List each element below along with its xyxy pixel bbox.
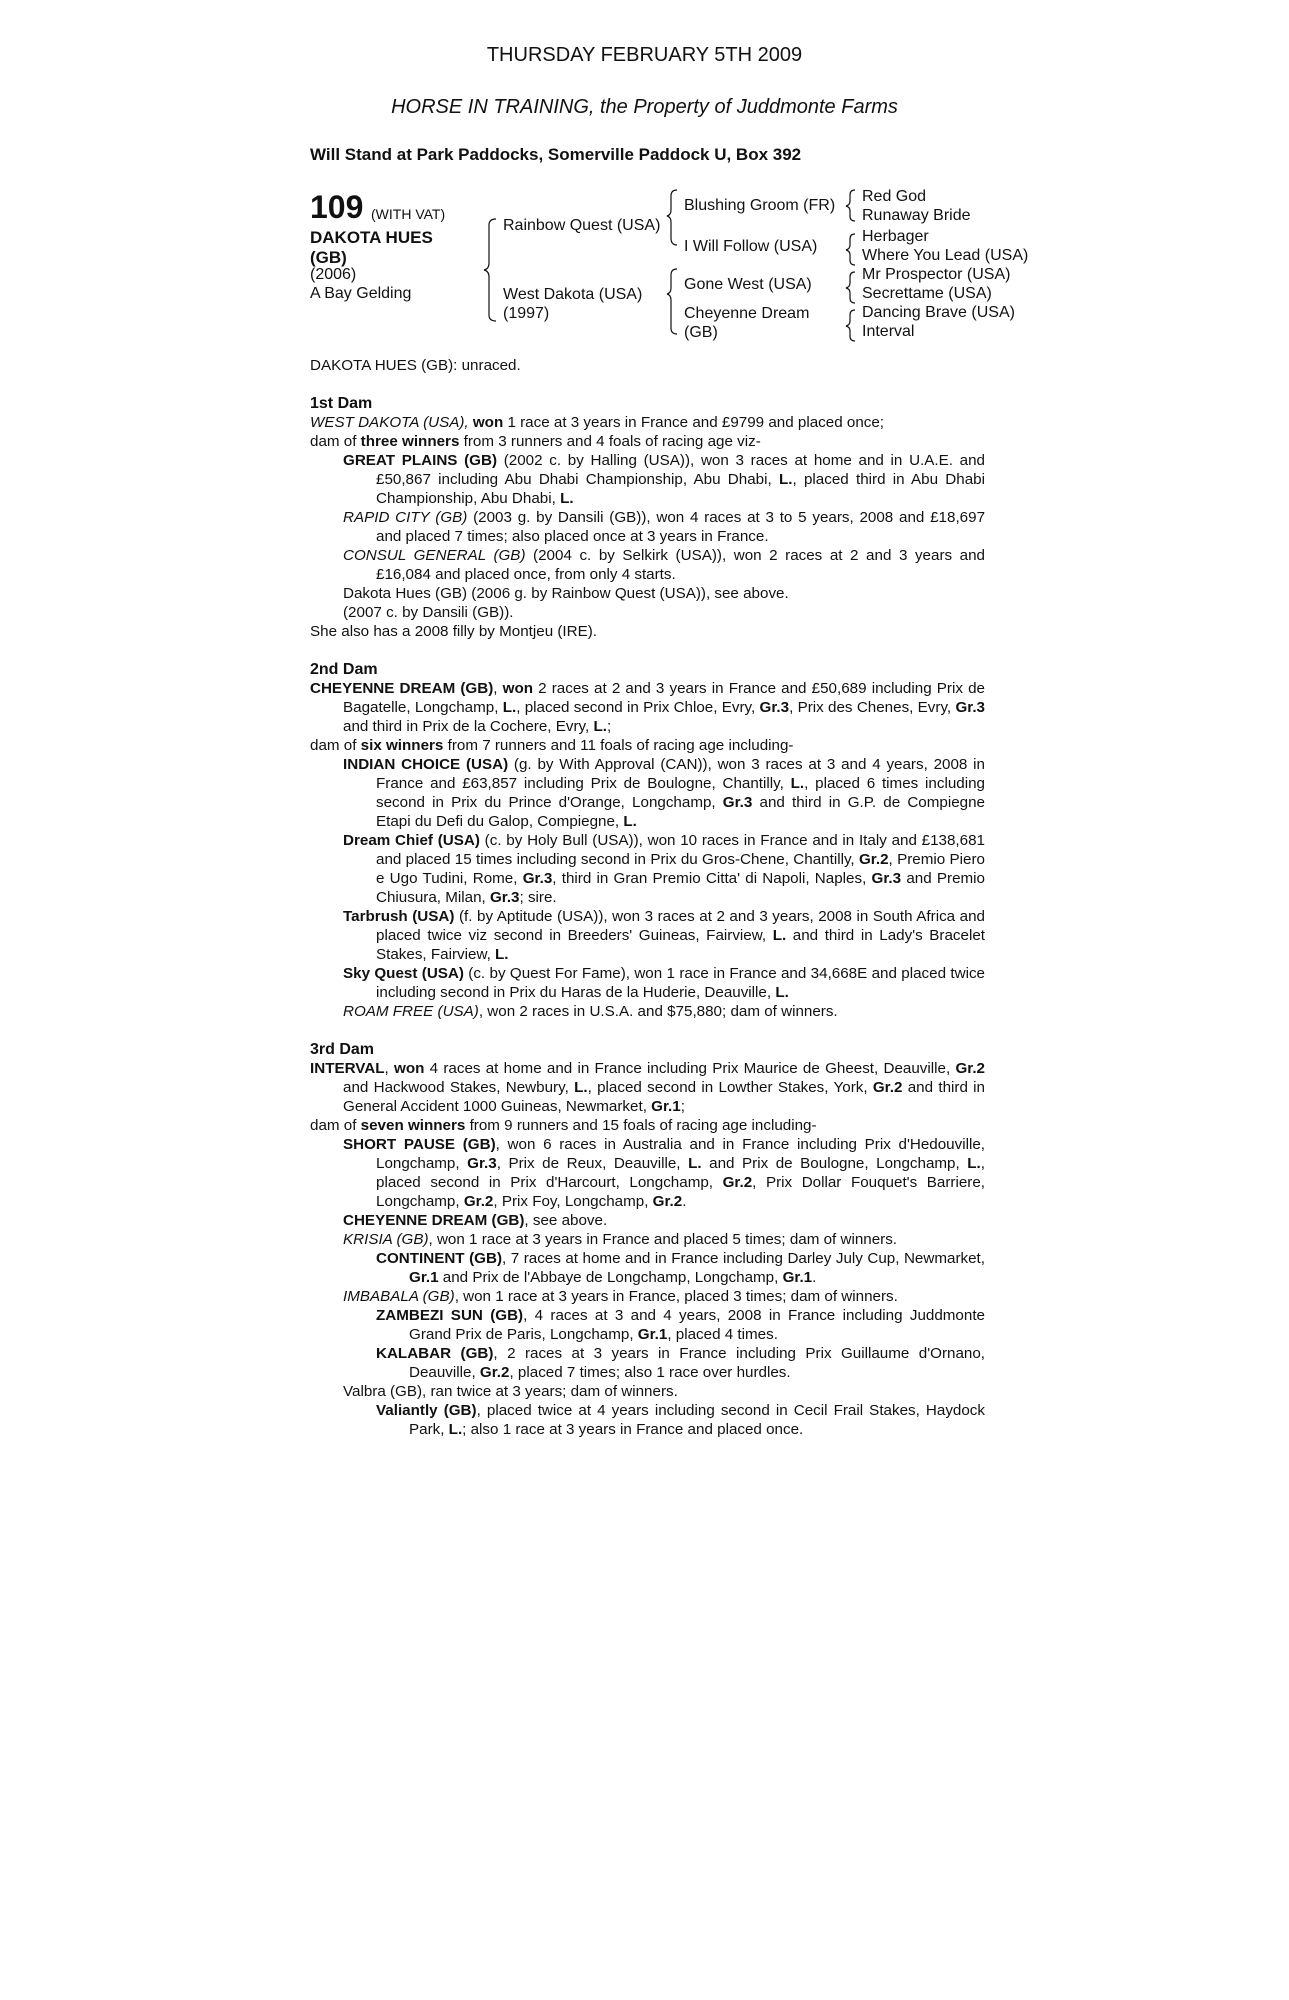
race-record: DAKOTA HUES (GB): unraced. bbox=[310, 357, 521, 374]
sale-date: THURSDAY FEBRUARY 5TH 2009 bbox=[486, 44, 803, 66]
first-dam-summary: WEST DAKOTA (USA), won 1 race at 3 years in France and £9799 and placed once; bbox=[310, 414, 885, 431]
lot-vat: (WITH VAT) bbox=[371, 206, 446, 222]
produce-entry: KALABAR (GB), 2 races at 3 years in France including Prix Guillaume d'Ornano, Deauville, Gr.2, placed 7 times; also 1 race over hurdles. bbox=[376, 1345, 986, 1381]
produce-entry: SHORT PAUSE (GB), won 6 races in Australia and in France including Prix d'Hedouville, Longchamp, Gr.3, Prix de Reux, Deauville, L. and Prix de Boulogne, Longchamp, L., placed second in Prix d'Harcourt, Longchamp, Gr.2, Prix Dollar Fouquet's Barriere, Longchamp, Gr.2, Prix Foy, Longchamp, Gr.2. bbox=[343, 1136, 986, 1210]
produce-entry: KRISIA (GB), won 1 race at 3 years in France and placed 5 times; dam of winners. bbox=[343, 1231, 898, 1248]
pedigree-g7: Dancing Brave (USA) bbox=[862, 304, 1015, 321]
pedigree-brackets bbox=[0, 0, 1289, 360]
pedigree-g8: Interval bbox=[862, 323, 915, 340]
produce-entry: Sky Quest (USA) (c. by Quest For Fame), won 1 race in France and 34,668E and placed twice including second in Prix du Haras de la Huderie, Deauville, L. bbox=[343, 965, 985, 1001]
pedigree-dam-sire: Gone West (USA) bbox=[684, 276, 812, 293]
pedigree-sire-sire: Blushing Groom (FR) bbox=[684, 197, 836, 214]
pedigree-sire-dam: I Will Follow (USA) bbox=[684, 238, 818, 255]
produce-note: She also has a 2008 filly by Montjeu (IRE). bbox=[310, 623, 598, 640]
produce-entry: Valiantly (GB), placed twice at 4 years including second in Cecil Frail Stakes, Haydock Park, L.; also 1 race at 3 years in France and placed once. bbox=[376, 1402, 985, 1438]
pedigree-sire: Rainbow Quest (USA) bbox=[503, 217, 661, 234]
produce-entry: INDIAN CHOICE (USA) (g. by With Approval (CAN)), won 3 races at 3 and 4 years, 2008 in France and £63,857 including Prix de Boulogne, Chantilly, L., placed 6 times including second in Prix du Prince d'Orange, Longchamp, Gr.3 and third in G.P. de Compiegne Etapi du Defi du Galop, Compiegne, L. bbox=[343, 756, 985, 830]
first-dam-produce: dam of three winners from 3 runners and 4 foals of racing age viz- bbox=[310, 433, 761, 450]
produce-entry: RAPID CITY (GB) (2003 g. by Dansili (GB)), won 4 races at 3 to 5 years, 2008 and £18,697 and placed 7 times; also placed once at 3 years in France. bbox=[343, 509, 986, 545]
third-dam-summary: INTERVAL, won 4 races at home and in France including Prix Maurice de Gheest, Deauville, Gr.2 and Hackwood Stakes, Newbury, L., placed second in Lowther Stakes, York, Gr.2 and third in General Accident 1000 Guineas, Newmarket, Gr.1; bbox=[310, 1060, 985, 1115]
horse-year: (2006) bbox=[310, 266, 357, 283]
produce-entry: CONSUL GENERAL (GB) (2004 c. by Selkirk (USA)), won 2 races at 2 and 3 years and £16,084 and placed once, from only 4 starts. bbox=[343, 547, 985, 583]
produce-entry: IMBABALA (GB), won 1 race at 3 years in France, placed 3 times; dam of winners. bbox=[343, 1288, 898, 1305]
pedigree-g1: Red God bbox=[862, 188, 927, 205]
produce-entry: (2007 c. by Dansili (GB)). bbox=[343, 604, 514, 621]
produce-entry: Dream Chief (USA) (c. by Holy Bull (USA)), won 10 races in France and in Italy and £138,681 and placed 15 times including second in Prix du Gros-Chene, Chantilly, Gr.2, Premio Piero e Ugo Tudini, Rome, Gr.3, third in Gran Premio Citta' di Napoli, Naples, Gr.3 and Premio Chiusura, Milan, Gr.3; sire. bbox=[343, 832, 985, 906]
produce-entry: ROAM FREE (USA), won 2 races in U.S.A. and $75,880; dam of winners. bbox=[343, 1003, 838, 1020]
pedigree-dam-year: (1997) bbox=[503, 305, 550, 322]
second-dam-produce: dam of six winners from 7 runners and 11 foals of racing age including- bbox=[310, 737, 794, 754]
pedigree-g4: Where You Lead (USA) bbox=[862, 247, 1029, 264]
second-dam-heading: 2nd Dam bbox=[310, 661, 378, 678]
pedigree-g5: Mr Prospector (USA) bbox=[862, 266, 1011, 283]
horse-description: A Bay Gelding bbox=[310, 285, 412, 302]
produce-entry: GREAT PLAINS (GB) (2002 c. by Halling (USA)), won 3 races at home and in U.A.E. and £50,867 including Abu Dhabi Championship, Abu Dhabi, L., placed third in Abu Dhabi Championship, Abu Dhabi, L. bbox=[343, 452, 985, 507]
pedigree-g2: Runaway Bride bbox=[862, 207, 971, 224]
produce-entry: CHEYENNE DREAM (GB), see above. bbox=[343, 1212, 608, 1229]
third-dam-heading: 3rd Dam bbox=[310, 1041, 375, 1058]
catalogue-body bbox=[310, 356, 985, 1439]
produce-entry: Valbra (GB), ran twice at 3 years; dam of winners. bbox=[343, 1383, 678, 1400]
pedigree-g6: Secrettame (USA) bbox=[862, 285, 992, 302]
produce-entry: ZAMBEZI SUN (GB), 4 races at 3 and 4 years, 2008 in France including Juddmonte Grand Prix de Paris, Longchamp, Gr.1, placed 4 times. bbox=[376, 1307, 985, 1343]
second-dam-summary: CHEYENNE DREAM (GB), won 2 races at 2 and 3 years in France and £50,689 including Prix de Bagatelle, Longchamp, L., placed second in Prix Chloe, Evry, Gr.3, Prix des Chenes, Evry, Gr.3 and third in Prix de la Cochere, Evry, L.; bbox=[310, 680, 985, 735]
stand-location: Will Stand at Park Paddocks, Somerville Paddock U, Box 392 bbox=[310, 145, 802, 164]
produce-entry: Tarbrush (USA) (f. by Aptitude (USA)), won 3 races at 2 and 3 years, 2008 in South Africa and placed twice viz second in Breeders' Guineas, Fairview, L. and third in Lady's Bracelet Stakes, Fairview, L. bbox=[343, 908, 985, 963]
lot-number: 109 bbox=[310, 189, 364, 225]
pedigree-dam-dam-country: (GB) bbox=[684, 324, 718, 341]
pedigree-dam: West Dakota (USA) bbox=[503, 286, 643, 303]
lot-subtitle: HORSE IN TRAINING, the Property of Juddmonte Farms bbox=[391, 96, 898, 118]
horse-name: DAKOTA HUES (GB) bbox=[310, 228, 433, 267]
third-dam-produce: dam of seven winners from 9 runners and 15 foals of racing age including- bbox=[310, 1117, 817, 1134]
first-dam-heading: 1st Dam bbox=[310, 395, 373, 412]
produce-entry: CONTINENT (GB), 7 races at home and in France including Darley July Cup, Newmarket, Gr.1 and Prix de l'Abbaye de Longchamp, Longchamp, Gr.1. bbox=[376, 1250, 985, 1286]
produce-entry: Dakota Hues (GB) (2006 g. by Rainbow Quest (USA)), see above. bbox=[343, 585, 789, 602]
pedigree-g3: Herbager bbox=[862, 228, 929, 245]
pedigree-dam-dam: Cheyenne Dream bbox=[684, 305, 810, 322]
